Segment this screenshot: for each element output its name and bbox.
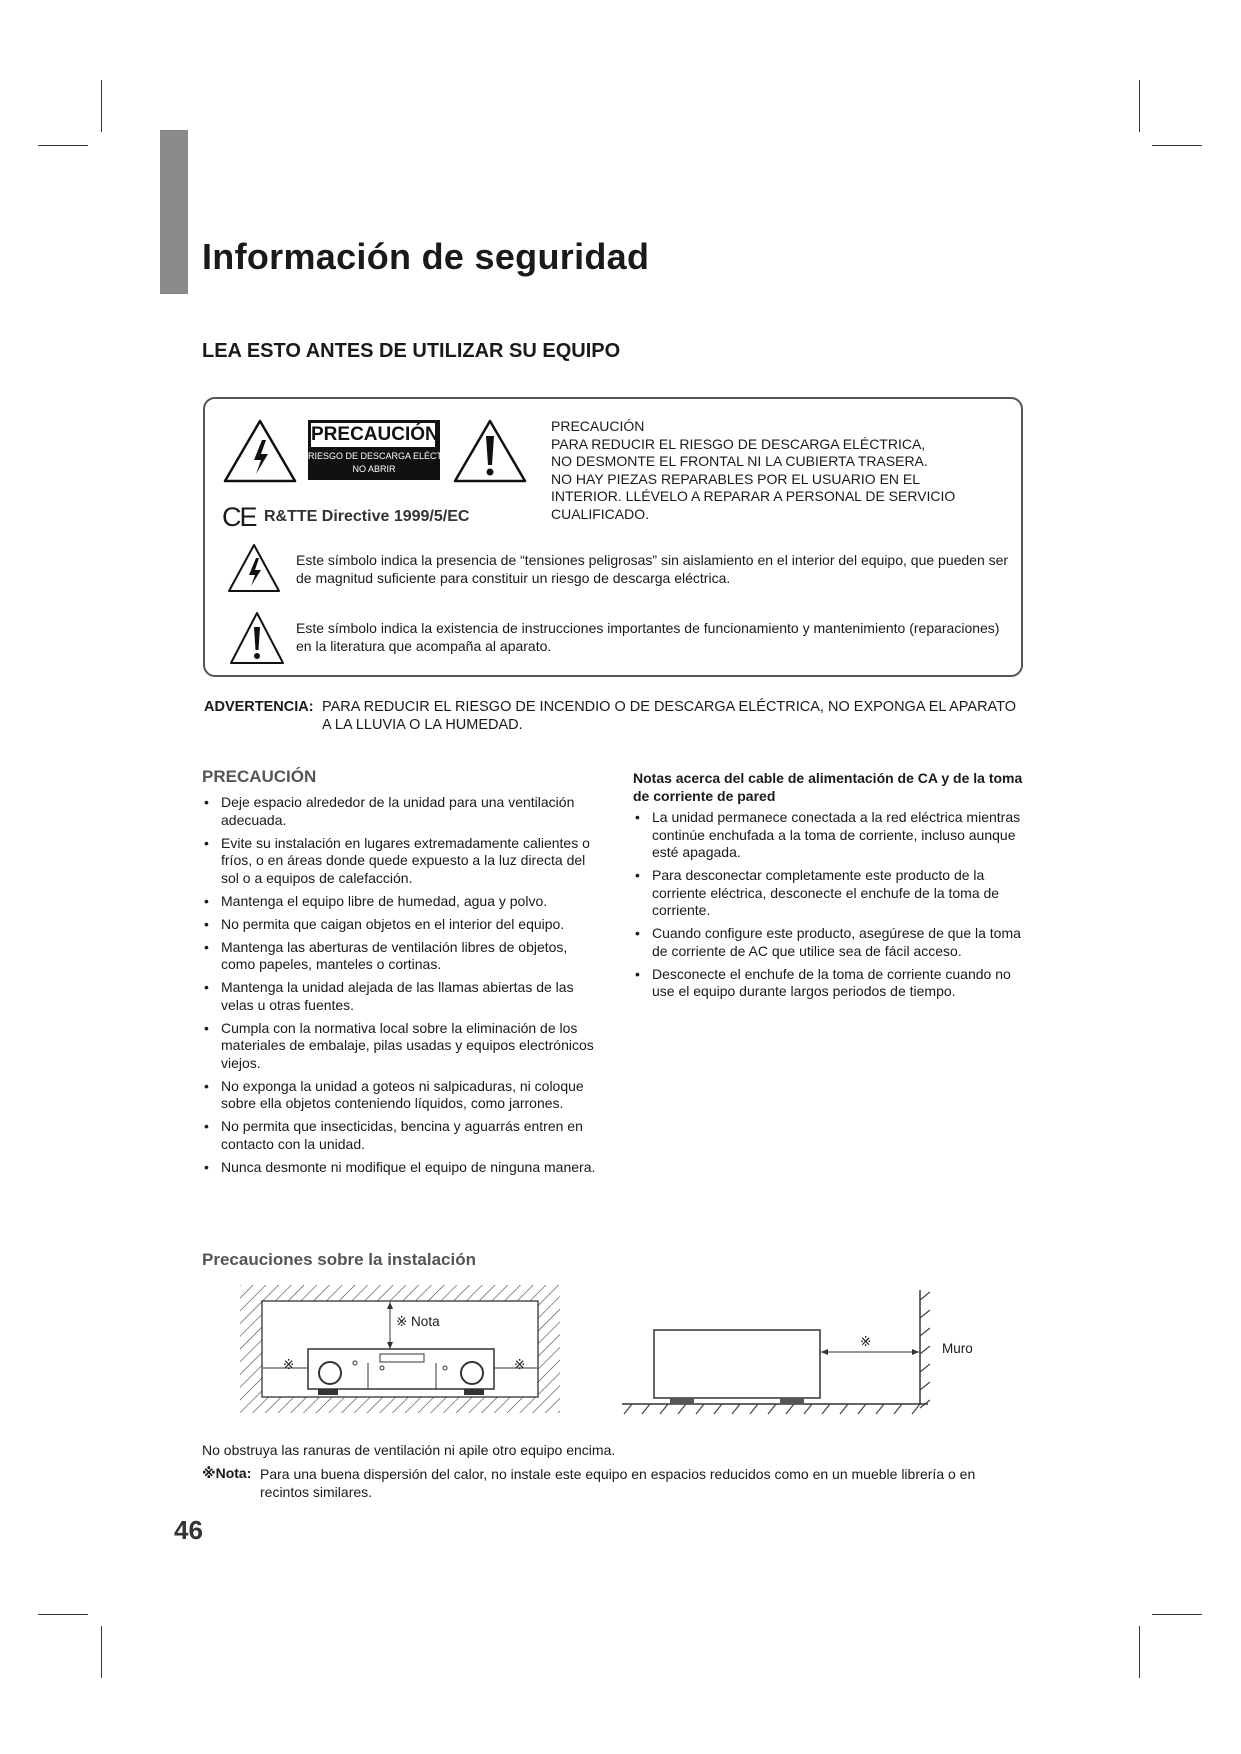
cabinet-clearance-diagram xyxy=(240,1285,560,1415)
caution-text: PRECAUCIÓN PARA REDUCIR EL RIESGO DE DESCARGA ELÉCTRICA, NO DESMONTE EL FRONTAL NI LA CUBIERTA TRASERA. NO HAY PIEZAS REPARABLES POR EL USUARIO EN EL INTERIOR. LLÉVELO A REPARAR A PERSONAL DE SERVICIO CUALIFICADO. xyxy=(551,418,956,522)
lightning-warning-icon xyxy=(222,418,298,484)
list-item: • Deje espacio alrededor de la unidad para una ventilación adecuada. xyxy=(202,794,597,829)
crop-mark xyxy=(1139,1626,1140,1678)
note-text: Para una buena dispersión del calor, no instale este equipo en espacios reducidos como en un mueble librería o en recintos similares. xyxy=(260,1466,976,1500)
ac-notes-heading: Notas acerca del cable de alimentación de CA y de la toma de corriente de pared xyxy=(633,770,1023,804)
page-title: Información de seguridad xyxy=(202,236,650,277)
ce-mark: CE xyxy=(222,502,256,532)
clearance-mark-wall: ※ xyxy=(860,1334,872,1349)
exclamation-symbol-description: Este símbolo indica la existencia de instrucciones importantes de funcionamiento y mantenimiento (reparaciones) en la literatura que acompaña al aparato. xyxy=(296,620,1000,654)
lightning-symbol-description: Este símbolo indica la presencia de “tensiones peligrosas” sin aislamiento en el interior del equipo, que pueden ser de magnitud suficiente para constituir un riesgo de descarga eléctrica. xyxy=(296,552,1009,586)
precautions-heading: PRECAUCIÓN xyxy=(202,767,317,786)
list-item: • No permita que insecticidas, bencina y aguarrás entren en contacto con la unidad. xyxy=(202,1118,597,1153)
caution-badge xyxy=(308,420,464,480)
crop-mark xyxy=(101,80,102,132)
crop-mark xyxy=(38,1614,88,1615)
badge-subtitle: RIESGO DE DESCARGA ELÉCTRICA xyxy=(308,451,464,461)
note-label: ※Nota: xyxy=(202,1465,252,1481)
crop-mark xyxy=(101,1626,102,1678)
list-item: • Cuando configure este producto, asegúrese de que la toma de corriente de AC que utilice sea de fácil acceso. xyxy=(633,925,1033,960)
installation-footer: No obstruya las ranuras de ventilación ni apile otro equipo encima. xyxy=(202,1442,616,1458)
warning-text: PARA REDUCIR EL RIESGO DE INCENDIO O DE DESCARGA ELÉCTRICA, NO EXPONGA EL APARATO A LA LLUVIA O LA HUMEDAD. xyxy=(322,699,1017,733)
list-item: • No permita que caigan objetos en el interior del equipo. xyxy=(202,916,597,934)
page-number: 46 xyxy=(174,1515,203,1545)
exclamation-warning-icon xyxy=(452,418,528,484)
list-item: • Evite su instalación en lugares extremadamente calientes o fríos, o en áreas donde quede expuesto a la luz directa del sol o a equipos de calefacción. xyxy=(202,835,597,888)
installation-heading: Precauciones sobre la instalación xyxy=(202,1250,477,1269)
precautions-list xyxy=(202,794,597,1182)
list-item: • Para desconectar completamente este producto de la corriente eléctrica, desconecte el enchufe de la toma de corriente. xyxy=(633,867,1033,920)
clearance-mark-right: ※ xyxy=(514,1357,526,1372)
lightning-symbol-icon xyxy=(226,542,282,594)
rtte-directive: R&TTE Directive 1999/5/EC xyxy=(264,508,470,525)
list-item: • Cumpla con la normativa local sobre la eliminación de los materiales de embalaje, pilas usadas y equipos electrónicos viejos. xyxy=(202,1020,597,1073)
clearance-mark-left: ※ xyxy=(283,1357,295,1372)
crop-mark xyxy=(38,145,88,146)
list-item: • Desconecte el enchufe de la toma de corriente cuando no use el equipo durante largos periodos de tiempo. xyxy=(633,966,1033,1001)
list-item: • Nunca desmonte ni modifique el equipo de ninguna manera. xyxy=(202,1159,597,1177)
exclamation-symbol-icon xyxy=(228,610,286,666)
nota-label: ※ Nota xyxy=(396,1314,440,1329)
ac-notes-list xyxy=(633,809,1033,1006)
chapter-bar xyxy=(160,130,188,294)
crop-mark xyxy=(1152,145,1202,146)
list-item: • No exponga la unidad a goteos ni salpicaduras, ni coloque sobre ella objetos conteniendo líquidos, como jarrones. xyxy=(202,1078,597,1113)
crop-mark xyxy=(1139,80,1140,132)
crop-mark xyxy=(1152,1614,1202,1615)
warning-label: ADVERTENCIA: xyxy=(204,699,314,715)
list-item: • Mantenga las aberturas de ventilación libres de objetos, como papeles, manteles o cortinas. xyxy=(202,939,597,974)
list-item: • La unidad permanece conectada a la red eléctrica mientras continúe enchufada a la toma de corriente, incluso aunque esté apagada. xyxy=(633,809,1033,862)
list-item: • Mantenga la unidad alejada de las llamas abiertas de las velas u otras fuentes. xyxy=(202,979,597,1014)
section-title: LEA ESTO ANTES DE UTILIZAR SU EQUIPO xyxy=(202,340,621,362)
wall-clearance-diagram xyxy=(618,1290,938,1420)
wall-label: Muro xyxy=(942,1341,973,1356)
badge-subtitle-2: NO ABRIR xyxy=(352,464,396,474)
badge-title: PRECAUCIÓN xyxy=(310,422,436,448)
list-item: • Mantenga el equipo libre de humedad, agua y polvo. xyxy=(202,893,597,911)
